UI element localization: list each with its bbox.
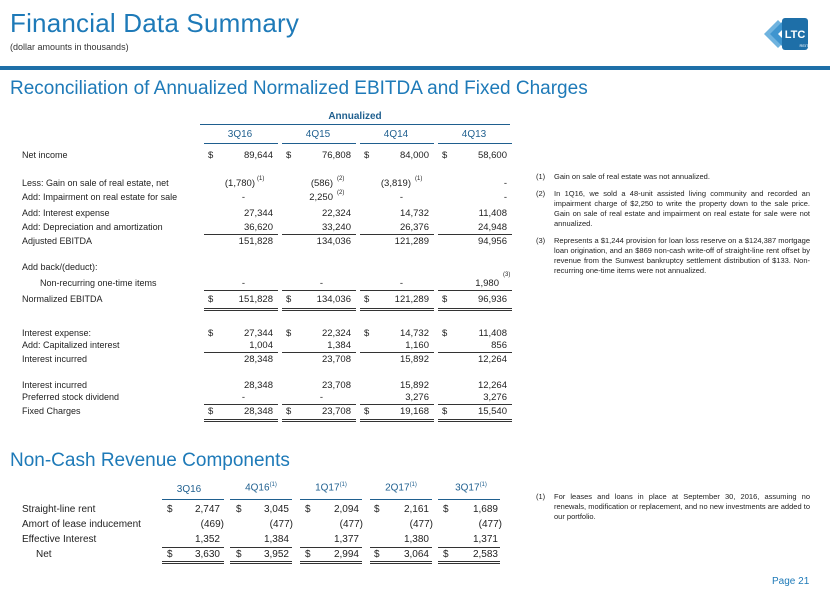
dollar-sign: $ (167, 549, 173, 560)
nc-cell-value: 2,747 (194, 504, 220, 515)
nc-cell-value: 2,583 (472, 549, 498, 560)
footnote-ref: (2) (337, 190, 345, 196)
col-header-4q13: 4Q13 (461, 129, 487, 140)
nc-col-underline (230, 499, 292, 500)
cell-value: 28,348 (243, 406, 273, 417)
nc-cell-value: 2,094 (333, 504, 359, 515)
cell-value: 23,708 (321, 406, 351, 417)
cell-value: 14,732 (399, 328, 429, 339)
footnote-number: (1) (536, 172, 546, 181)
nc-cell-value: 1,689 (472, 504, 498, 515)
page-number: Page 21 (772, 576, 810, 587)
footnote-text: Represents a $1,244 provision for loan loss reserve on a $124,387 mortgage loan origination, and an $869 non-cash write-off of straight-line rent offset by revenue from the Sunwest bankruptcy settlement distribution of $133. Non-recurring one-time items were not annualized. (554, 236, 810, 275)
total-double-rule (282, 308, 356, 311)
cell-value: 2,250 (309, 192, 333, 203)
cell-value: 12,264 (477, 354, 507, 365)
subtotal-rule (360, 234, 434, 235)
subtotal-rule (204, 352, 278, 353)
dollar-sign: $ (442, 294, 448, 305)
nc-col-underline (162, 499, 224, 500)
cell-value: 1,980 (475, 278, 499, 289)
cell-value: - (503, 192, 507, 203)
cell-value: 121,289 (394, 294, 429, 305)
dollar-sign: $ (442, 150, 448, 161)
subtotal-rule (438, 290, 512, 291)
cell-value: 15,892 (399, 380, 429, 391)
cell-value: 22,324 (321, 328, 351, 339)
footnote-ref: (2) (337, 176, 345, 182)
nc-cell-value: 1,352 (194, 534, 220, 545)
row-label-fixed-charges: Fixed Charges (22, 406, 81, 416)
total-double-rule (230, 561, 292, 564)
dollar-sign: $ (364, 294, 370, 305)
nc-cell-value: 1,371 (472, 534, 498, 545)
cell-value: 23,708 (321, 354, 351, 365)
page-title: Financial Data Summary (10, 8, 300, 38)
cell-value: - (319, 278, 323, 289)
cell-value: 15,540 (477, 406, 507, 417)
row-label-interest-incurred: Interest incurred (22, 354, 88, 364)
row-label-normalized-ebitda: Normalized EBITDA (22, 294, 103, 304)
cell-value: 76,808 (321, 150, 351, 161)
row-label-preferred-dividend: Preferred stock dividend (22, 392, 120, 402)
cell-value: 94,956 (477, 236, 507, 247)
row-label-interest-expense-2: Interest expense: (22, 328, 92, 338)
cell-value: 151,828 (238, 294, 273, 305)
dollar-sign: $ (374, 504, 380, 515)
nc-row-label: Amort of lease inducement (22, 519, 141, 530)
cell-value: 1,004 (249, 340, 273, 351)
nc-cell-value: (477) (478, 519, 502, 530)
row-label-nonrecurring: Non-recurring one-time items (40, 278, 157, 288)
cell-value: - (503, 178, 507, 189)
footnote-2 (536, 189, 810, 231)
row-label-adjusted-ebitda: Adjusted EBITDA (22, 236, 93, 246)
cell-value: - (241, 192, 245, 203)
cell-value: 26,376 (399, 222, 429, 233)
nc-cell-value: (477) (269, 519, 293, 530)
cell-value: 1,160 (405, 340, 429, 351)
subtotal-rule (360, 404, 434, 405)
dollar-sign: $ (236, 549, 242, 560)
cell-value: 23,708 (321, 380, 351, 391)
annualized-underline (200, 124, 510, 125)
nc-col-header-3q16: 3Q16 (176, 484, 202, 495)
cell-value: 28,348 (243, 354, 273, 365)
row-label-net-income: Net income (22, 150, 68, 160)
total-double-rule (360, 308, 434, 311)
annualized-header: Annualized (328, 111, 382, 122)
subtotal-rule (438, 234, 512, 235)
subtotal-rule (438, 404, 512, 405)
cell-value: 11,408 (478, 328, 507, 339)
row-label-depreciation: Add: Depreciation and amortization (22, 222, 163, 232)
cell-value: (1,780) (224, 178, 255, 189)
dollar-sign: $ (286, 294, 292, 305)
dollar-sign: $ (208, 328, 214, 339)
footnote-text: In 1Q16, we sold a 48-unit assisted living community and recorded an impairment charge of $2,250 to write the property down to the sale price. Gain on sale of real estate and impairment on real estate for sale were not annualized. (554, 189, 810, 228)
cell-value: 36,620 (243, 222, 273, 233)
cell-value: 24,948 (477, 222, 507, 233)
cell-value: 121,289 (394, 236, 429, 247)
noncash-section-title: Non-Cash Revenue Components (10, 450, 290, 471)
footnote-number: (1) (536, 492, 546, 501)
nc-cell-value: (477) (339, 519, 363, 530)
recon-section-title: Reconciliation of Annualized Normalized EBITDA and Fixed Charges (10, 78, 588, 99)
cell-value: 33,240 (321, 222, 351, 233)
footnote-text: For leases and loans in place at September 30, 2016, assuming no renewals, modification or replacement, and no new investments are added to our portfolio. (554, 492, 810, 521)
subtotal-rule (300, 547, 362, 548)
row-label-interest-incurred-2: Interest incurred (22, 380, 88, 390)
cell-value: 58,600 (477, 150, 507, 161)
subtotal-rule (360, 352, 434, 353)
dollar-sign: $ (236, 504, 242, 515)
nc-cell-value: 3,064 (403, 549, 429, 560)
footnote-3 (536, 236, 810, 278)
dollar-sign: $ (364, 406, 370, 417)
col-header-3q16: 3Q16 (227, 129, 253, 140)
row-label-add-back: Add back/(deduct): (22, 262, 98, 272)
total-double-rule (300, 561, 362, 564)
footnote-ref: (3) (503, 272, 511, 278)
total-double-rule (438, 419, 512, 422)
total-double-rule (370, 561, 432, 564)
nc-cell-value: 2,161 (403, 504, 429, 515)
cell-value: 84,000 (399, 150, 429, 161)
nc-cell-value: 1,377 (333, 534, 359, 545)
subtotal-rule (204, 290, 278, 291)
nc-cell-value: 3,952 (263, 549, 289, 560)
cell-value: 19,168 (399, 406, 429, 417)
dollar-sign: $ (208, 150, 214, 161)
subtotal-rule (162, 547, 224, 548)
total-double-rule (204, 419, 278, 422)
subtotal-rule (282, 404, 356, 405)
nc-row-label: Effective Interest (22, 534, 97, 545)
total-double-rule (438, 561, 500, 564)
footnote-text: Gain on sale of real estate was not annualized. (554, 172, 710, 181)
footnote-ref: (1) (415, 176, 423, 182)
cell-value: 134,036 (316, 236, 351, 247)
dollar-sign: $ (364, 150, 370, 161)
dollar-sign: $ (443, 549, 449, 560)
cell-value: - (241, 278, 245, 289)
row-label-gain-sale: Less: Gain on sale of real estate, net (22, 178, 169, 188)
cell-value: 1,384 (327, 340, 351, 351)
cell-value: 3,276 (483, 392, 507, 403)
subtotal-rule (438, 547, 500, 548)
total-double-rule (282, 419, 356, 422)
total-double-rule (204, 308, 278, 311)
cell-value: - (319, 392, 323, 403)
footnote-ref: (1) (257, 176, 265, 182)
nc-cell-value: 1,384 (263, 534, 289, 545)
dollar-sign: $ (305, 549, 311, 560)
nc-cell-value: 2,994 (333, 549, 359, 560)
dollar-sign: $ (208, 294, 214, 305)
cell-value: (3,819) (380, 178, 411, 189)
cell-value: 27,344 (243, 328, 273, 339)
dollar-sign: $ (167, 504, 173, 515)
noncash-footnote-1 (536, 492, 810, 524)
col-header-4q14: 4Q14 (383, 129, 409, 140)
nc-cell-value: 1,380 (403, 534, 429, 545)
cell-value: 134,036 (316, 294, 351, 305)
row-label-impairment: Add: Impairment on real estate for sale (22, 192, 178, 202)
dollar-sign: $ (442, 406, 448, 417)
page-subtitle: (dollar amounts in thousands) (10, 42, 129, 52)
cell-value: (586) (310, 178, 333, 189)
header-rule (0, 66, 830, 70)
dollar-sign: $ (286, 328, 292, 339)
col-underline (438, 143, 512, 144)
cell-value: 11,408 (478, 208, 507, 219)
footnote-1 (536, 172, 810, 184)
nc-col-header-2q17: 2Q17$^{(1)}$ (385, 482, 417, 494)
dollar-sign: $ (286, 150, 292, 161)
nc-cell-value: (469) (200, 519, 224, 530)
dollar-sign: $ (208, 406, 214, 417)
nc-cell-value: 3,045 (263, 504, 289, 515)
total-double-rule (162, 561, 224, 564)
total-double-rule (438, 308, 512, 311)
logo-text: LTC (784, 29, 806, 41)
subtotal-rule (282, 352, 356, 353)
subtotal-rule (230, 547, 292, 548)
nc-cell-value: (477) (409, 519, 433, 530)
logo-subtext: REIT (799, 43, 809, 48)
subtotal-rule (360, 290, 434, 291)
nc-col-header-3q17: 3Q17$^{(1)}$ (455, 482, 487, 494)
cell-value: 3,276 (405, 392, 429, 403)
col-underline (282, 143, 356, 144)
ltc-logo (752, 10, 810, 58)
nc-row-label: Straight-line rent (22, 504, 96, 515)
cell-value: 12,264 (477, 380, 507, 391)
nc-row-label: Net (36, 549, 52, 560)
col-underline (204, 143, 278, 144)
row-label-interest-expense: Add: Interest expense (22, 208, 110, 218)
cell-value: 89,644 (243, 150, 273, 161)
dollar-sign: $ (364, 328, 370, 339)
total-double-rule (360, 419, 434, 422)
subtotal-rule (282, 234, 356, 235)
dollar-sign: $ (286, 406, 292, 417)
dollar-sign: $ (374, 549, 380, 560)
nc-col-underline (438, 499, 500, 500)
cell-value: 151,828 (238, 236, 273, 247)
nc-col-underline (300, 499, 362, 500)
subtotal-rule (438, 352, 512, 353)
footnote-number: (2) (536, 189, 546, 198)
subtotal-rule (282, 290, 356, 291)
nc-col-underline (370, 499, 432, 500)
cell-value: 856 (491, 340, 507, 351)
nc-col-header-4q16: 4Q16$^{(1)}$ (245, 482, 277, 494)
cell-value: 27,344 (243, 208, 273, 219)
dollar-sign: $ (305, 504, 311, 515)
col-header-4q15: 4Q15 (305, 129, 331, 140)
subtotal-rule (204, 234, 278, 235)
cell-value: 22,324 (321, 208, 351, 219)
cell-value: 15,892 (399, 354, 429, 365)
nc-col-header-1q17: 1Q17$^{(1)}$ (315, 482, 347, 494)
nc-cell-value: 3,630 (194, 549, 220, 560)
cell-value: - (399, 192, 403, 203)
col-underline (360, 143, 434, 144)
cell-value: 28,348 (243, 380, 273, 391)
footnote-number: (3) (536, 236, 546, 245)
subtotal-rule (204, 404, 278, 405)
dollar-sign: $ (442, 328, 448, 339)
cell-value: - (241, 392, 245, 403)
cell-value: 96,936 (477, 294, 507, 305)
dollar-sign: $ (443, 504, 449, 515)
row-label-capitalized-interest: Add: Capitalized interest (22, 340, 120, 350)
subtotal-rule (370, 547, 432, 548)
cell-value: 14,732 (399, 208, 429, 219)
cell-value: - (399, 278, 403, 289)
